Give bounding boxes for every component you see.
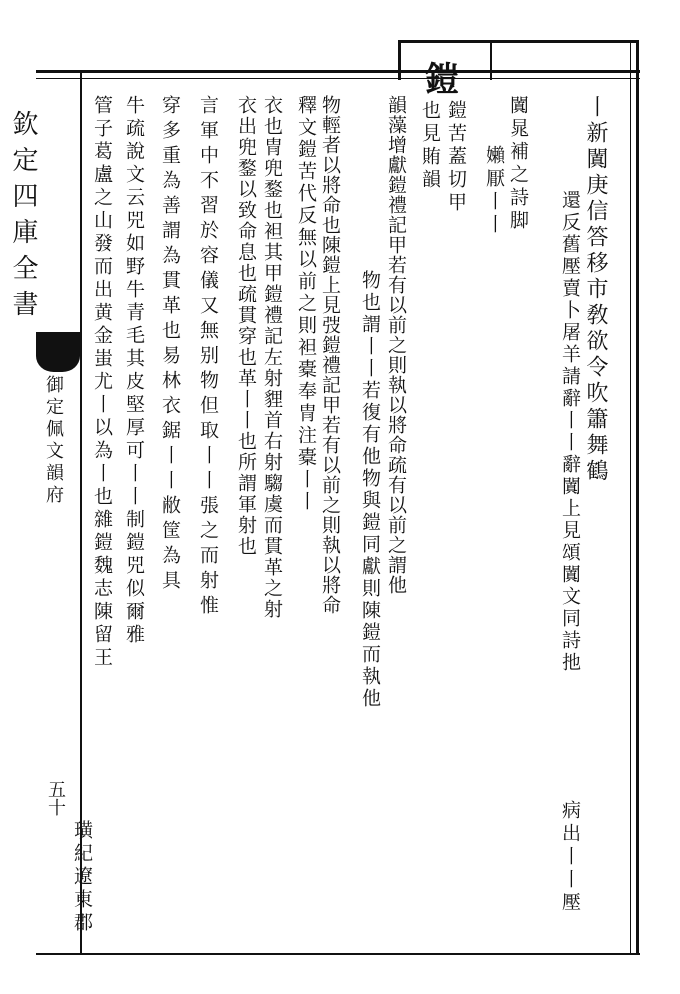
fishtail-mark	[36, 332, 80, 372]
text-column-3: 病出丨丨壓	[559, 800, 581, 915]
book-title: 欽定四庫全書	[8, 110, 38, 326]
text-column-5: 嬾厭丨丨	[483, 145, 505, 237]
text-column-1: 丨新闐庚信答移市敎欲令吹簫舞鶴	[583, 95, 608, 485]
top-rule	[36, 70, 640, 73]
text-column-18: 璜紀遼東郡	[71, 820, 93, 935]
right-rule-thin	[630, 40, 631, 955]
text-column-14: 言軍中不習於容儀又無别物但取丨丨張之而射惟	[197, 95, 219, 620]
top-rule-thin	[36, 78, 640, 79]
head-box-left	[398, 40, 401, 80]
head-character: 鎧	[425, 60, 459, 100]
text-column-13: 衣出兜鍪以致命息也疏貫穿也革丨丨也所謂軍射也	[235, 95, 257, 557]
text-column-8: 韻藻增獻鎧禮記甲若有以前之則執以將命疏有以前之謂他	[385, 95, 407, 595]
text-column-10: 物輕者以將命也陳鎧上見弢鎧禮記甲若有以前之則執以將命	[319, 95, 341, 615]
text-column-9: 物也謂丨丨若復有他物與鎧同獻則陳鎧而執他	[359, 270, 381, 710]
text-column-2: 還反舊壓賣卜屠羊請辭丨丨辭闐上見頌闐文同詩扡	[559, 190, 581, 674]
text-column-12: 衣也冑兜鍪也袒其甲鎧禮記左射貍首右射騶虞而貫革之射	[261, 95, 283, 620]
text-column-11: 釋文鎧苦代反無以前之則袒橐奉冑注橐丨丨	[295, 95, 317, 513]
top-cap	[398, 40, 639, 43]
head-box-right	[490, 40, 492, 80]
text-column-7: 也見賄韻	[419, 100, 441, 192]
page-number: 五十	[45, 780, 66, 816]
text-column-6: 鎧苦蓋切甲	[445, 100, 467, 215]
text-column-4: 闐晁補之詩脚	[507, 95, 529, 233]
bottom-rule	[36, 953, 640, 955]
text-column-15: 穿多重為善謂為貫革也易林衣鋸丨丨敝筐為具	[159, 95, 181, 595]
text-column-16: 牛疏說文云兕如野牛青毛其皮堅厚可丨丨制鎧兕似爾雅	[123, 95, 145, 647]
volume-title: 御定佩文韻府	[43, 375, 64, 507]
right-rule	[636, 40, 639, 955]
text-column-17: 管子葛盧之山發而出黄金蚩尤丨以為丨也雜鎧魏志陳留王	[91, 95, 113, 670]
